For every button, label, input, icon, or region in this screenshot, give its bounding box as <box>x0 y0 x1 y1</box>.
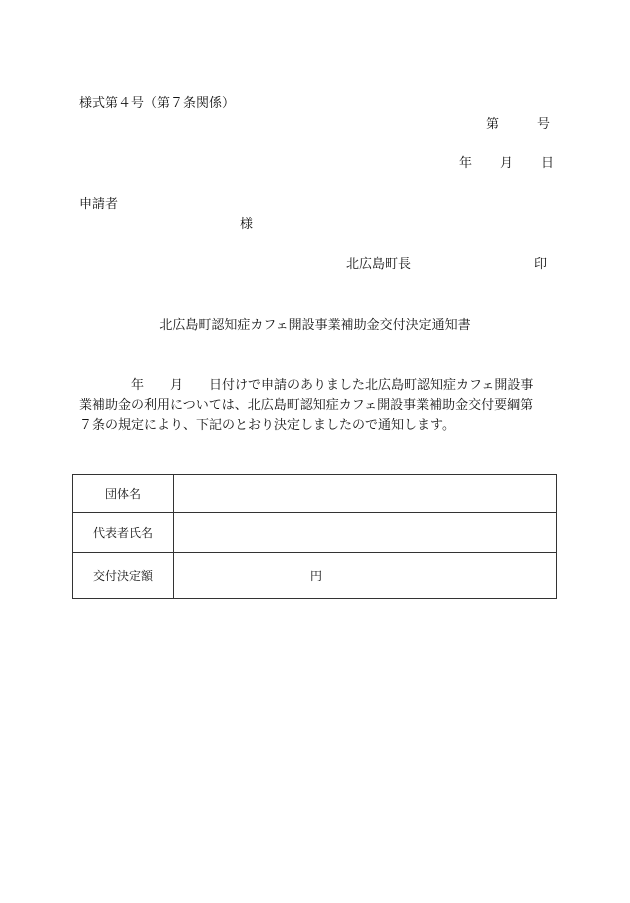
notice-line-2: 業補助金の利用については、北広島町認知症カフェ開設事業補助金交付要綱第 <box>79 398 534 413</box>
issuer-title: 北広島町長 <box>346 257 412 272</box>
number-prefix: 第 <box>486 117 500 132</box>
number-suffix: 号 <box>537 117 551 132</box>
body-line1-text: 日付けで申請のありました北広島町認知症カフェ開設事 <box>209 378 534 393</box>
applicant-honorific: 様 <box>240 217 254 232</box>
document-number <box>486 117 550 133</box>
body-year-label: 年 <box>131 378 145 393</box>
date-month-label: 月 <box>500 156 514 171</box>
form-reference: 様式第４号（第７条関係） <box>79 96 236 111</box>
table-row <box>73 553 557 599</box>
seal-mark: 印 <box>534 257 548 272</box>
notice-line-1 <box>79 376 559 396</box>
organization-name-label: 団体名 <box>73 475 174 513</box>
date-year-label: 年 <box>459 156 473 171</box>
document-title: 北広島町認知症カフェ開設事業補助金交付決定通知書 <box>159 318 471 333</box>
notice-line-3: ７条の規定により、下記のとおり決定しましたので通知します。 <box>79 418 455 433</box>
organization-name-field <box>174 475 557 513</box>
table-row <box>73 513 557 553</box>
body-month-label: 月 <box>170 378 184 393</box>
details-table <box>72 474 557 599</box>
grant-amount-field: 円 <box>174 553 557 599</box>
representative-name-field <box>174 513 557 553</box>
representative-name-label: 代表者氏名 <box>73 513 174 553</box>
document-date <box>459 156 554 172</box>
applicant-label: 申請者 <box>79 197 119 212</box>
date-day-label: 日 <box>541 156 555 171</box>
grant-amount-label: 交付決定額 <box>73 553 174 599</box>
notice-body <box>79 376 559 436</box>
table-row <box>73 475 557 513</box>
